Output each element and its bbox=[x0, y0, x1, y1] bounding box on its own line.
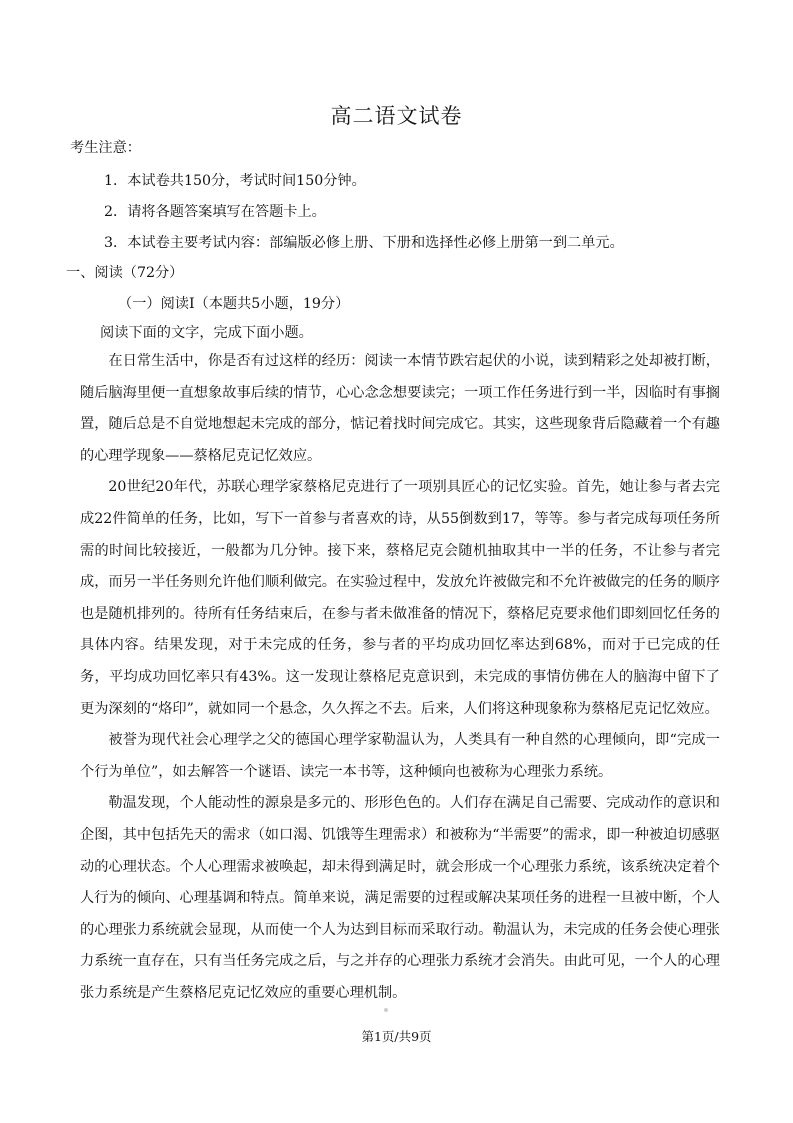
passage-paragraph-1: 在日常生活中，你是否有过这样的经历：阅读一本情节跌宕起伏的小说，读到精彩之处却被打断，随后脑海里便一直想象故事后续的情节，心心念念想要读完；一项工作任务进行到一半，因临时有事搁置，随后总是不自觉地想起未完成的部分，惦记着找时间完成它。其实，这些现象背后隐藏着一个有趣的心理学现象——蔡格尼克记忆效应。 bbox=[80, 353, 720, 464]
exam-title: 高二语文试卷 bbox=[330, 104, 463, 128]
passage-paragraph-2: 20世纪20年代，苏联心理学家蔡格尼克进行了一项别具匠心的记忆实验。首先，她让参与者去完成22件简单的任务，比如，写下一首参与者喜欢的诗，从55倒数到17，等等。参与者完成每项任务所需的时间比较接近，一般都为几分钟。接下来，蔡格尼克会随机抽取其中一半的任务，不让参与者完成，而另一半任务则允许他们顺利做完。在实验过程中，发放允许被做完和不允许被做完的任务的顺序也是随机排列的。待所有任务结束后，在参与者未做准备的情况下，蔡格尼克要求他们即刻回忆任务的具体内容。结果发现，对于未完成的任务，参与者的平均成功回忆率达到68%，而对于已完成的任务，平均成功回忆率只有43%。这一发现让蔡格尼克意识到，未完成的事情仿佛在人的脑海中留下了更为深刻的“烙印”，就如同一个悬念，久久挥之不去。后来，人们将这种现象称为蔡格尼克记忆效应。 bbox=[80, 479, 720, 717]
page-footer: 第1页/共9页 bbox=[361, 1029, 432, 1044]
passage-paragraph-3: 被誉为现代社会心理学之父的德国心理学家勒温认为，人类具有一种自然的心理倾向，即“完成一个行为单位”，如去解答一个谜语、读完一本书等，这种倾向也被称为心理张力系统。 bbox=[80, 732, 720, 780]
notice-item-3: 3．本试卷主要考试内容：部编版必修上册、下册和选择性必修上册第一到二单元。 bbox=[104, 235, 624, 251]
notice-item-2: 2．请将各题答案填写在答题卡上。 bbox=[104, 204, 326, 220]
passage-paragraph-4: 勒温发现，个人能动性的源泉是多元的、形形色色的。人们存在满足自己需要、完成动作的意识和企图，其中包括先天的需求（如口渴、饥饿等生理需求）和被称为“半需要”的需求，即一种被迫切感驱动的心理状态。个人心理需求被唤起，却未得到满足时，就会形成一个心理张力系统，该系统决定着个人行为的倾向、心理基调和特点。简单来说，满足需要的过程或解决某项任务的进程一旦被中断，个人的心理张力系统就会显现，从而使一个人为达到目标而采取行动。勒温认为，未完成的任务会使心理张力系统一直存在，只有当任务完成之后，与之并存的心理张力系统才会消失。由此可见，一个人的心理张力系统是产生蔡格尼克记忆效应的重要心理机制。 bbox=[80, 795, 720, 1001]
notice-item-1: 1．本试卷共150分，考试时间150分钟。 bbox=[104, 173, 366, 189]
passage-body bbox=[80, 346, 720, 1009]
section-heading: 一、阅读（72分） bbox=[66, 265, 184, 281]
subsection-heading: （一）阅读Ⅰ（本题共5小题，19分） bbox=[118, 296, 350, 312]
scan-speck bbox=[384, 1008, 388, 1012]
reading-instruction: 阅读下面的文字，完成下面小题。 bbox=[100, 325, 313, 341]
notice-heading: 考生注意： bbox=[70, 140, 141, 156]
